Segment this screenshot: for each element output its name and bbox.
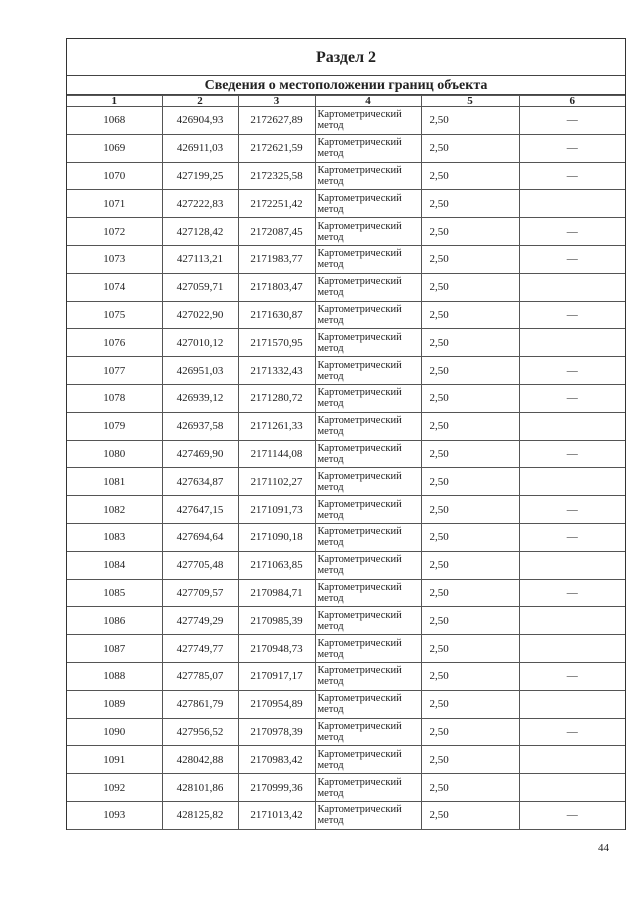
- note-cell: —: [519, 579, 625, 607]
- accuracy-cell: 2,50: [421, 412, 519, 440]
- page-number: 44: [598, 842, 609, 854]
- y-coordinate-cell: 2171803,47: [238, 273, 315, 301]
- table-row: [67, 329, 625, 357]
- table-row: [67, 496, 625, 524]
- point-number-cell: 1090: [67, 718, 162, 746]
- note-cell: [519, 329, 625, 357]
- y-coordinate-cell: 2170954,89: [238, 690, 315, 718]
- table-row: [67, 579, 625, 607]
- accuracy-cell: 2,50: [421, 190, 519, 218]
- note-cell: [519, 468, 625, 496]
- table-row: [67, 245, 625, 273]
- method-cell: Картометрический метод: [315, 635, 421, 663]
- x-coordinate-cell: 427694,64: [162, 523, 238, 551]
- method-cell: Картометрический метод: [315, 579, 421, 607]
- y-coordinate-cell: 2172251,42: [238, 190, 315, 218]
- x-coordinate-cell: 427010,12: [162, 329, 238, 357]
- point-number-cell: 1070: [67, 162, 162, 190]
- point-number-cell: 1092: [67, 774, 162, 802]
- method-cell: Картометрический метод: [315, 801, 421, 829]
- note-cell: —: [519, 301, 625, 329]
- table-row: [67, 690, 625, 718]
- x-coordinate-cell: 427785,07: [162, 662, 238, 690]
- column-header: 6: [519, 96, 625, 107]
- accuracy-cell: 2,50: [421, 384, 519, 412]
- y-coordinate-cell: 2171013,42: [238, 801, 315, 829]
- method-cell: Картометрический метод: [315, 774, 421, 802]
- method-cell: Картометрический метод: [315, 523, 421, 551]
- point-number-cell: 1093: [67, 801, 162, 829]
- note-cell: —: [519, 162, 625, 190]
- y-coordinate-cell: 2172627,89: [238, 107, 315, 135]
- table-row: [67, 551, 625, 579]
- method-cell: Картометрический метод: [315, 357, 421, 385]
- point-number-cell: 1087: [67, 635, 162, 663]
- method-cell: Картометрический метод: [315, 412, 421, 440]
- x-coordinate-cell: 427709,57: [162, 579, 238, 607]
- accuracy-cell: 2,50: [421, 134, 519, 162]
- table-body: [67, 107, 625, 830]
- x-coordinate-cell: 428101,86: [162, 774, 238, 802]
- point-number-cell: 1085: [67, 579, 162, 607]
- x-coordinate-cell: 426951,03: [162, 357, 238, 385]
- accuracy-cell: 2,50: [421, 468, 519, 496]
- y-coordinate-cell: 2170983,42: [238, 746, 315, 774]
- note-cell: —: [519, 496, 625, 524]
- point-number-cell: 1091: [67, 746, 162, 774]
- table-row: [67, 746, 625, 774]
- y-coordinate-cell: 2170985,39: [238, 607, 315, 635]
- accuracy-cell: 2,50: [421, 107, 519, 135]
- y-coordinate-cell: 2172325,58: [238, 162, 315, 190]
- point-number-cell: 1075: [67, 301, 162, 329]
- method-cell: Картометрический метод: [315, 245, 421, 273]
- note-cell: —: [519, 357, 625, 385]
- point-number-cell: 1088: [67, 662, 162, 690]
- note-cell: [519, 190, 625, 218]
- accuracy-cell: 2,50: [421, 273, 519, 301]
- point-number-cell: 1084: [67, 551, 162, 579]
- point-number-cell: 1072: [67, 218, 162, 246]
- x-coordinate-cell: 427059,71: [162, 273, 238, 301]
- note-cell: [519, 412, 625, 440]
- accuracy-cell: 2,50: [421, 301, 519, 329]
- point-number-cell: 1082: [67, 496, 162, 524]
- column-header: 4: [315, 96, 421, 107]
- note-cell: [519, 635, 625, 663]
- column-header: 5: [421, 96, 519, 107]
- point-number-cell: 1083: [67, 523, 162, 551]
- note-cell: —: [519, 801, 625, 829]
- method-cell: Картометрический метод: [315, 496, 421, 524]
- table-row: [67, 440, 625, 468]
- y-coordinate-cell: 2171332,43: [238, 357, 315, 385]
- point-number-cell: 1074: [67, 273, 162, 301]
- table-row: [67, 662, 625, 690]
- y-coordinate-cell: 2170978,39: [238, 718, 315, 746]
- note-cell: —: [519, 107, 625, 135]
- y-coordinate-cell: 2171570,95: [238, 329, 315, 357]
- method-cell: Картометрический метод: [315, 384, 421, 412]
- x-coordinate-cell: 427113,21: [162, 245, 238, 273]
- note-cell: —: [519, 384, 625, 412]
- method-cell: Картометрический метод: [315, 162, 421, 190]
- accuracy-cell: 2,50: [421, 607, 519, 635]
- table-row: [67, 134, 625, 162]
- y-coordinate-cell: 2171144,08: [238, 440, 315, 468]
- table-row: [67, 801, 625, 829]
- x-coordinate-cell: 426904,93: [162, 107, 238, 135]
- accuracy-cell: 2,50: [421, 579, 519, 607]
- note-cell: —: [519, 718, 625, 746]
- method-cell: Картометрический метод: [315, 301, 421, 329]
- accuracy-cell: 2,50: [421, 774, 519, 802]
- document-sheet: [66, 38, 626, 830]
- point-number-cell: 1073: [67, 245, 162, 273]
- point-number-cell: 1076: [67, 329, 162, 357]
- x-coordinate-cell: 427199,25: [162, 162, 238, 190]
- method-cell: Картометрический метод: [315, 440, 421, 468]
- accuracy-cell: 2,50: [421, 523, 519, 551]
- table-row: [67, 162, 625, 190]
- point-number-cell: 1071: [67, 190, 162, 218]
- accuracy-cell: 2,50: [421, 801, 519, 829]
- method-cell: Картометрический метод: [315, 662, 421, 690]
- x-coordinate-cell: 427647,15: [162, 496, 238, 524]
- column-header: 3: [238, 96, 315, 107]
- table-row: [67, 412, 625, 440]
- section-title: Раздел 2: [67, 39, 625, 76]
- table-row: [67, 301, 625, 329]
- accuracy-cell: 2,50: [421, 718, 519, 746]
- y-coordinate-cell: 2171063,85: [238, 551, 315, 579]
- x-coordinate-cell: 427749,29: [162, 607, 238, 635]
- y-coordinate-cell: 2170948,73: [238, 635, 315, 663]
- point-number-cell: 1068: [67, 107, 162, 135]
- x-coordinate-cell: 426937,58: [162, 412, 238, 440]
- x-coordinate-cell: 427749,77: [162, 635, 238, 663]
- note-cell: [519, 774, 625, 802]
- y-coordinate-cell: 2171102,27: [238, 468, 315, 496]
- x-coordinate-cell: 427222,83: [162, 190, 238, 218]
- accuracy-cell: 2,50: [421, 245, 519, 273]
- method-cell: Картометрический метод: [315, 107, 421, 135]
- point-number-cell: 1069: [67, 134, 162, 162]
- note-cell: —: [519, 662, 625, 690]
- method-cell: Картометрический метод: [315, 218, 421, 246]
- x-coordinate-cell: 427705,48: [162, 551, 238, 579]
- method-cell: Картометрический метод: [315, 329, 421, 357]
- y-coordinate-cell: 2171090,18: [238, 523, 315, 551]
- accuracy-cell: 2,50: [421, 690, 519, 718]
- accuracy-cell: 2,50: [421, 635, 519, 663]
- note-cell: —: [519, 134, 625, 162]
- note-cell: [519, 690, 625, 718]
- accuracy-cell: 2,50: [421, 440, 519, 468]
- note-cell: [519, 746, 625, 774]
- table-row: [67, 357, 625, 385]
- x-coordinate-cell: 428042,88: [162, 746, 238, 774]
- method-cell: Картометрический метод: [315, 551, 421, 579]
- accuracy-cell: 2,50: [421, 496, 519, 524]
- table-row: [67, 718, 625, 746]
- method-cell: Картометрический метод: [315, 273, 421, 301]
- table-row: [67, 107, 625, 135]
- table-row: [67, 635, 625, 663]
- column-header: 2: [162, 96, 238, 107]
- method-cell: Картометрический метод: [315, 746, 421, 774]
- note-cell: —: [519, 523, 625, 551]
- y-coordinate-cell: 2170999,36: [238, 774, 315, 802]
- x-coordinate-cell: 428125,82: [162, 801, 238, 829]
- table-row: [67, 774, 625, 802]
- accuracy-cell: 2,50: [421, 218, 519, 246]
- table-row: [67, 523, 625, 551]
- accuracy-cell: 2,50: [421, 329, 519, 357]
- y-coordinate-cell: 2170984,71: [238, 579, 315, 607]
- method-cell: Картометрический метод: [315, 718, 421, 746]
- point-number-cell: 1086: [67, 607, 162, 635]
- y-coordinate-cell: 2172621,59: [238, 134, 315, 162]
- accuracy-cell: 2,50: [421, 551, 519, 579]
- method-cell: Картометрический метод: [315, 607, 421, 635]
- note-cell: [519, 607, 625, 635]
- point-number-cell: 1077: [67, 357, 162, 385]
- x-coordinate-cell: 427634,87: [162, 468, 238, 496]
- method-cell: Картометрический метод: [315, 468, 421, 496]
- x-coordinate-cell: 426911,03: [162, 134, 238, 162]
- table-title: Сведения о местоположении границ объекта: [67, 76, 625, 95]
- note-cell: —: [519, 440, 625, 468]
- table-header-row: [67, 96, 625, 107]
- note-cell: [519, 551, 625, 579]
- point-number-cell: 1078: [67, 384, 162, 412]
- accuracy-cell: 2,50: [421, 357, 519, 385]
- method-cell: Картометрический метод: [315, 134, 421, 162]
- method-cell: Картометрический метод: [315, 690, 421, 718]
- x-coordinate-cell: 427956,52: [162, 718, 238, 746]
- accuracy-cell: 2,50: [421, 746, 519, 774]
- y-coordinate-cell: 2170917,17: [238, 662, 315, 690]
- column-header: 1: [67, 96, 162, 107]
- method-cell: Картометрический метод: [315, 190, 421, 218]
- x-coordinate-cell: 427469,90: [162, 440, 238, 468]
- point-number-cell: 1080: [67, 440, 162, 468]
- y-coordinate-cell: 2171983,77: [238, 245, 315, 273]
- note-cell: [519, 273, 625, 301]
- y-coordinate-cell: 2171630,87: [238, 301, 315, 329]
- point-number-cell: 1079: [67, 412, 162, 440]
- x-coordinate-cell: 426939,12: [162, 384, 238, 412]
- table-row: [67, 218, 625, 246]
- table-row: [67, 468, 625, 496]
- table-row: [67, 607, 625, 635]
- coordinates-table: [67, 95, 625, 830]
- point-number-cell: 1089: [67, 690, 162, 718]
- table-row: [67, 384, 625, 412]
- y-coordinate-cell: 2171280,72: [238, 384, 315, 412]
- y-coordinate-cell: 2172087,45: [238, 218, 315, 246]
- table-row: [67, 273, 625, 301]
- point-number-cell: 1081: [67, 468, 162, 496]
- table-row: [67, 190, 625, 218]
- accuracy-cell: 2,50: [421, 662, 519, 690]
- y-coordinate-cell: 2171091,73: [238, 496, 315, 524]
- x-coordinate-cell: 427861,79: [162, 690, 238, 718]
- note-cell: —: [519, 218, 625, 246]
- x-coordinate-cell: 427022,90: [162, 301, 238, 329]
- note-cell: —: [519, 245, 625, 273]
- x-coordinate-cell: 427128,42: [162, 218, 238, 246]
- y-coordinate-cell: 2171261,33: [238, 412, 315, 440]
- accuracy-cell: 2,50: [421, 162, 519, 190]
